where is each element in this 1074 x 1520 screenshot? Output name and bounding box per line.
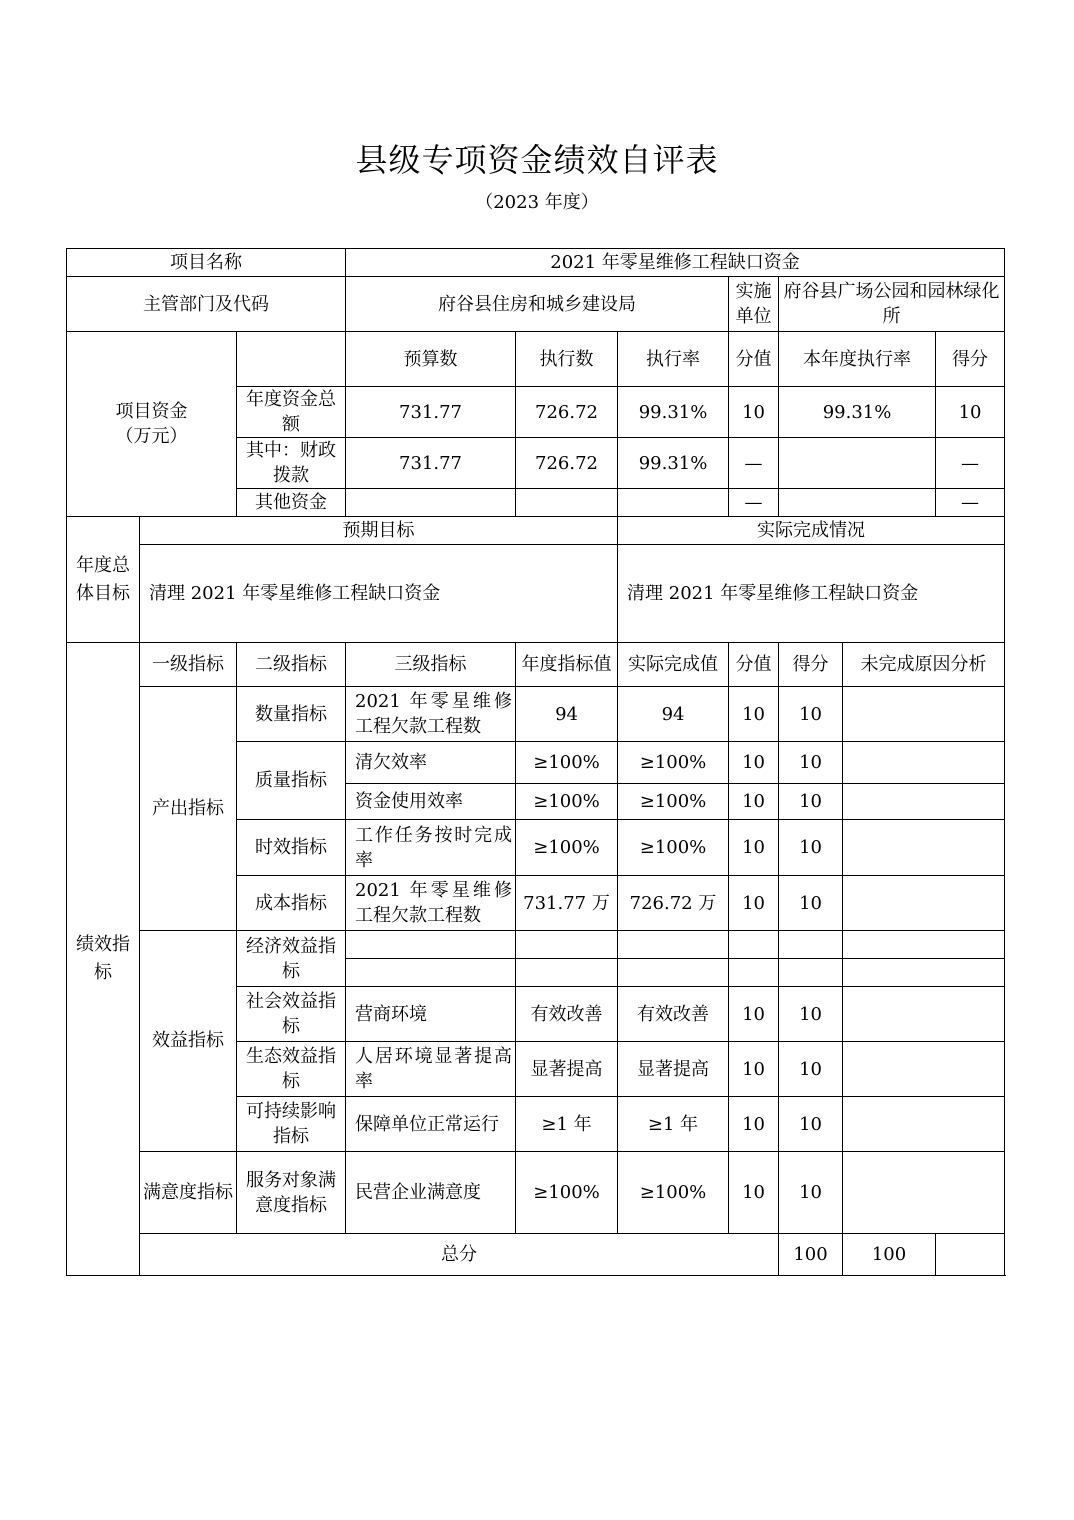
perf-row-value: 10: [729, 876, 779, 931]
perf-row-l2: 经济效益指标: [237, 931, 346, 987]
perf-row-target: ≥100%: [516, 820, 618, 876]
funds-row-budget: 731.77: [346, 438, 516, 489]
perf-row-value: [729, 931, 779, 959]
perf-row-reason: [843, 784, 1005, 820]
satisfaction-label: 满意度指标: [140, 1152, 237, 1234]
perf-row-actual: 726.72 万: [618, 876, 729, 931]
perf-header-l3: 三级指标: [346, 643, 516, 687]
funds-row-score-value: 10: [729, 387, 779, 438]
perf-row-reason: [843, 1152, 1005, 1234]
perf-row-actual: ≥1 年: [618, 1097, 729, 1152]
goals-expected-header: 预期目标: [140, 517, 618, 545]
perf-row-actual: ≥100%: [618, 784, 729, 820]
perf-row-target: 有效改善: [516, 987, 618, 1042]
total-label: 总分: [140, 1234, 779, 1276]
perf-row-reason: [843, 820, 1005, 876]
impl-label: 实施单位: [729, 277, 779, 332]
perf-row-score: 10: [779, 1097, 843, 1152]
funds-header-actual: 执行数: [516, 332, 618, 387]
perf-row-l3: 人居环境显著提高率: [346, 1042, 516, 1097]
page-subtitle: （2023 年度）: [475, 192, 599, 213]
perf-row-reason: [843, 687, 1005, 742]
perf-row-value: 10: [729, 1152, 779, 1234]
perf-row-actual: [618, 931, 729, 959]
perf-row-score: 10: [779, 987, 843, 1042]
funds-label-line1: 项目资金: [115, 401, 188, 422]
perf-row-l3: 保障单位正常运行: [346, 1097, 516, 1152]
perf-row-reason: [843, 1097, 1005, 1152]
perf-row-target: ≥1 年: [516, 1097, 618, 1152]
goals-expected: 清理 2021 年零星维修工程缺口资金: [140, 545, 618, 643]
perf-row-l3: 工作任务按时完成率: [346, 820, 516, 876]
perf-row-reason: [843, 959, 1005, 987]
funds-row-score-value: —: [729, 438, 779, 489]
funds-header-rate: 执行率: [618, 332, 729, 387]
funds-header-budget-cell: [346, 332, 516, 387]
perf-header-target: 年度指标值: [516, 643, 618, 687]
perf-row-value: 10: [729, 784, 779, 820]
perf-header-value: 分值: [729, 643, 779, 687]
perf-row-value: 10: [729, 820, 779, 876]
perf-row-actual: ≥100%: [618, 742, 729, 784]
perf-row-value: 10: [729, 987, 779, 1042]
perf-row-reason: [843, 931, 1005, 959]
funds-row-rate: 99.31%: [618, 387, 729, 438]
perf-row-l2: 可持续影响指标: [237, 1097, 346, 1152]
project-name-label: 项目名称: [67, 249, 346, 277]
perf-row-score: 10: [779, 1152, 843, 1234]
perf-row-value: 10: [729, 1097, 779, 1152]
funds-row-score: —: [936, 438, 1005, 489]
benefit-label: 效益指标: [140, 931, 237, 1152]
perf-header-actual: 实际完成值: [618, 643, 729, 687]
perf-row-target: 显著提高: [516, 1042, 618, 1097]
perf-row-score: [779, 959, 843, 987]
funds-row-rate: [618, 489, 729, 517]
perf-row-l3: 民营企业满意度: [346, 1152, 516, 1234]
perf-row-actual: [618, 959, 729, 987]
perf-row-target: ≥100%: [516, 784, 618, 820]
perf-row-l2: 生态效益指标: [237, 1042, 346, 1097]
goals-actual-header: 实际完成情况: [618, 517, 1005, 545]
funds-row-score: —: [936, 489, 1005, 517]
perf-row-score: 10: [779, 876, 843, 931]
perf-row-score: [779, 931, 843, 959]
funds-row-budget: 731.77: [346, 387, 516, 438]
perf-row-target: [516, 959, 618, 987]
perf-row-target: 731.77 万: [516, 876, 618, 931]
perf-row-value: 10: [729, 687, 779, 742]
perf-row-l2: 成本指标: [237, 876, 346, 931]
funds-row-annual-rate: [779, 489, 936, 517]
perf-row-l3: 资金使用效率: [346, 784, 516, 820]
perf-row-actual: 94: [618, 687, 729, 742]
perf-row-l2: 时效指标: [237, 820, 346, 876]
perf-row-actual: 显著提高: [618, 1042, 729, 1097]
funds-row-actual: 726.72: [516, 387, 618, 438]
perf-row-actual: ≥100%: [618, 820, 729, 876]
total-score: 100: [843, 1234, 936, 1276]
perf-row-l2: 数量指标: [237, 687, 346, 742]
perf-row-reason: [843, 1042, 1005, 1097]
funds-label: [67, 332, 237, 517]
self-evaluation-table: [66, 248, 1005, 1276]
perf-row-target: 94: [516, 687, 618, 742]
funds-row-label: 其他资金: [237, 489, 346, 517]
perf-row-score: 10: [779, 687, 843, 742]
perf-row-reason: [843, 742, 1005, 784]
funds-row-actual: [516, 489, 618, 517]
perf-row-value: 10: [729, 742, 779, 784]
funds-row-annual-rate: [779, 438, 936, 489]
perf-row-score: 10: [779, 820, 843, 876]
impl-value: 府谷县广场公园和园林绿化所: [779, 277, 1005, 332]
perf-row-l3: 营商环境: [346, 987, 516, 1042]
perf-row-actual: ≥100%: [618, 1152, 729, 1234]
perf-row-value: 10: [729, 1042, 779, 1097]
perf-row-actual: 有效改善: [618, 987, 729, 1042]
perf-row-score: 10: [779, 742, 843, 784]
funds-header-score-value: 分值: [729, 332, 779, 387]
funds-row-annual-rate: 99.31%: [779, 387, 936, 438]
dept-value: 府谷县住房和城乡建设局: [346, 277, 729, 332]
funds-row-label: 年度资金总额: [237, 387, 346, 438]
perf-row-score: 10: [779, 1042, 843, 1097]
funds-label-line2: （万元）: [115, 426, 188, 447]
funds-row-score-value: —: [729, 489, 779, 517]
funds-header-score: 得分: [936, 332, 1005, 387]
perf-header-l2: 二级指标: [237, 643, 346, 687]
perf-row-l3: 2021 年零星维修工程欠款工程数: [346, 876, 516, 931]
funds-row-budget: [346, 489, 516, 517]
perf-header-l1: 一级指标: [140, 643, 237, 687]
perf-row-value: [729, 959, 779, 987]
perf-header-reason: 未完成原因分析: [843, 643, 1005, 687]
funds-header-blank: [237, 332, 346, 387]
perf-row-reason: [843, 876, 1005, 931]
perf-row-l3: [346, 931, 516, 959]
perf-row-target: ≥100%: [516, 742, 618, 784]
perf-row-l3: 2021 年零星维修工程欠款工程数: [346, 687, 516, 742]
total-value: 100: [779, 1234, 843, 1276]
perf-row-l2: 服务对象满意度指标: [237, 1152, 346, 1234]
page-title: 县级专项资金绩效自评表: [355, 141, 719, 179]
funds-row-label: 其中：财政拨款: [237, 438, 346, 489]
perf-row-score: 10: [779, 784, 843, 820]
perf-header-score: 得分: [779, 643, 843, 687]
goals-actual: 清理 2021 年零星维修工程缺口资金: [618, 545, 1005, 643]
perf-row-l3: [346, 959, 516, 987]
perf-row-l3: 清欠效率: [346, 742, 516, 784]
perf-row-reason: [843, 987, 1005, 1042]
perf-row-target: ≥100%: [516, 1152, 618, 1234]
perf-row-target: [516, 931, 618, 959]
goals-label: 年度总体目标: [67, 517, 140, 643]
total-reason: [936, 1234, 1005, 1276]
perf-row-l2: 社会效益指标: [237, 987, 346, 1042]
project-name-value: 2021 年零星维修工程缺口资金: [346, 249, 1005, 277]
perf-label: 绩效指标: [67, 643, 140, 1276]
funds-row-score: 10: [936, 387, 1005, 438]
output-label: 产出指标: [140, 687, 237, 931]
funds-header-annual-rate: 本年度执行率: [779, 332, 936, 387]
dept-label: 主管部门及代码: [67, 277, 346, 332]
funds-row-rate: 99.31%: [618, 438, 729, 489]
funds-header-budget: 预算数: [403, 348, 458, 370]
perf-row-l2: 质量指标: [237, 742, 346, 820]
funds-row-actual: 726.72: [516, 438, 618, 489]
